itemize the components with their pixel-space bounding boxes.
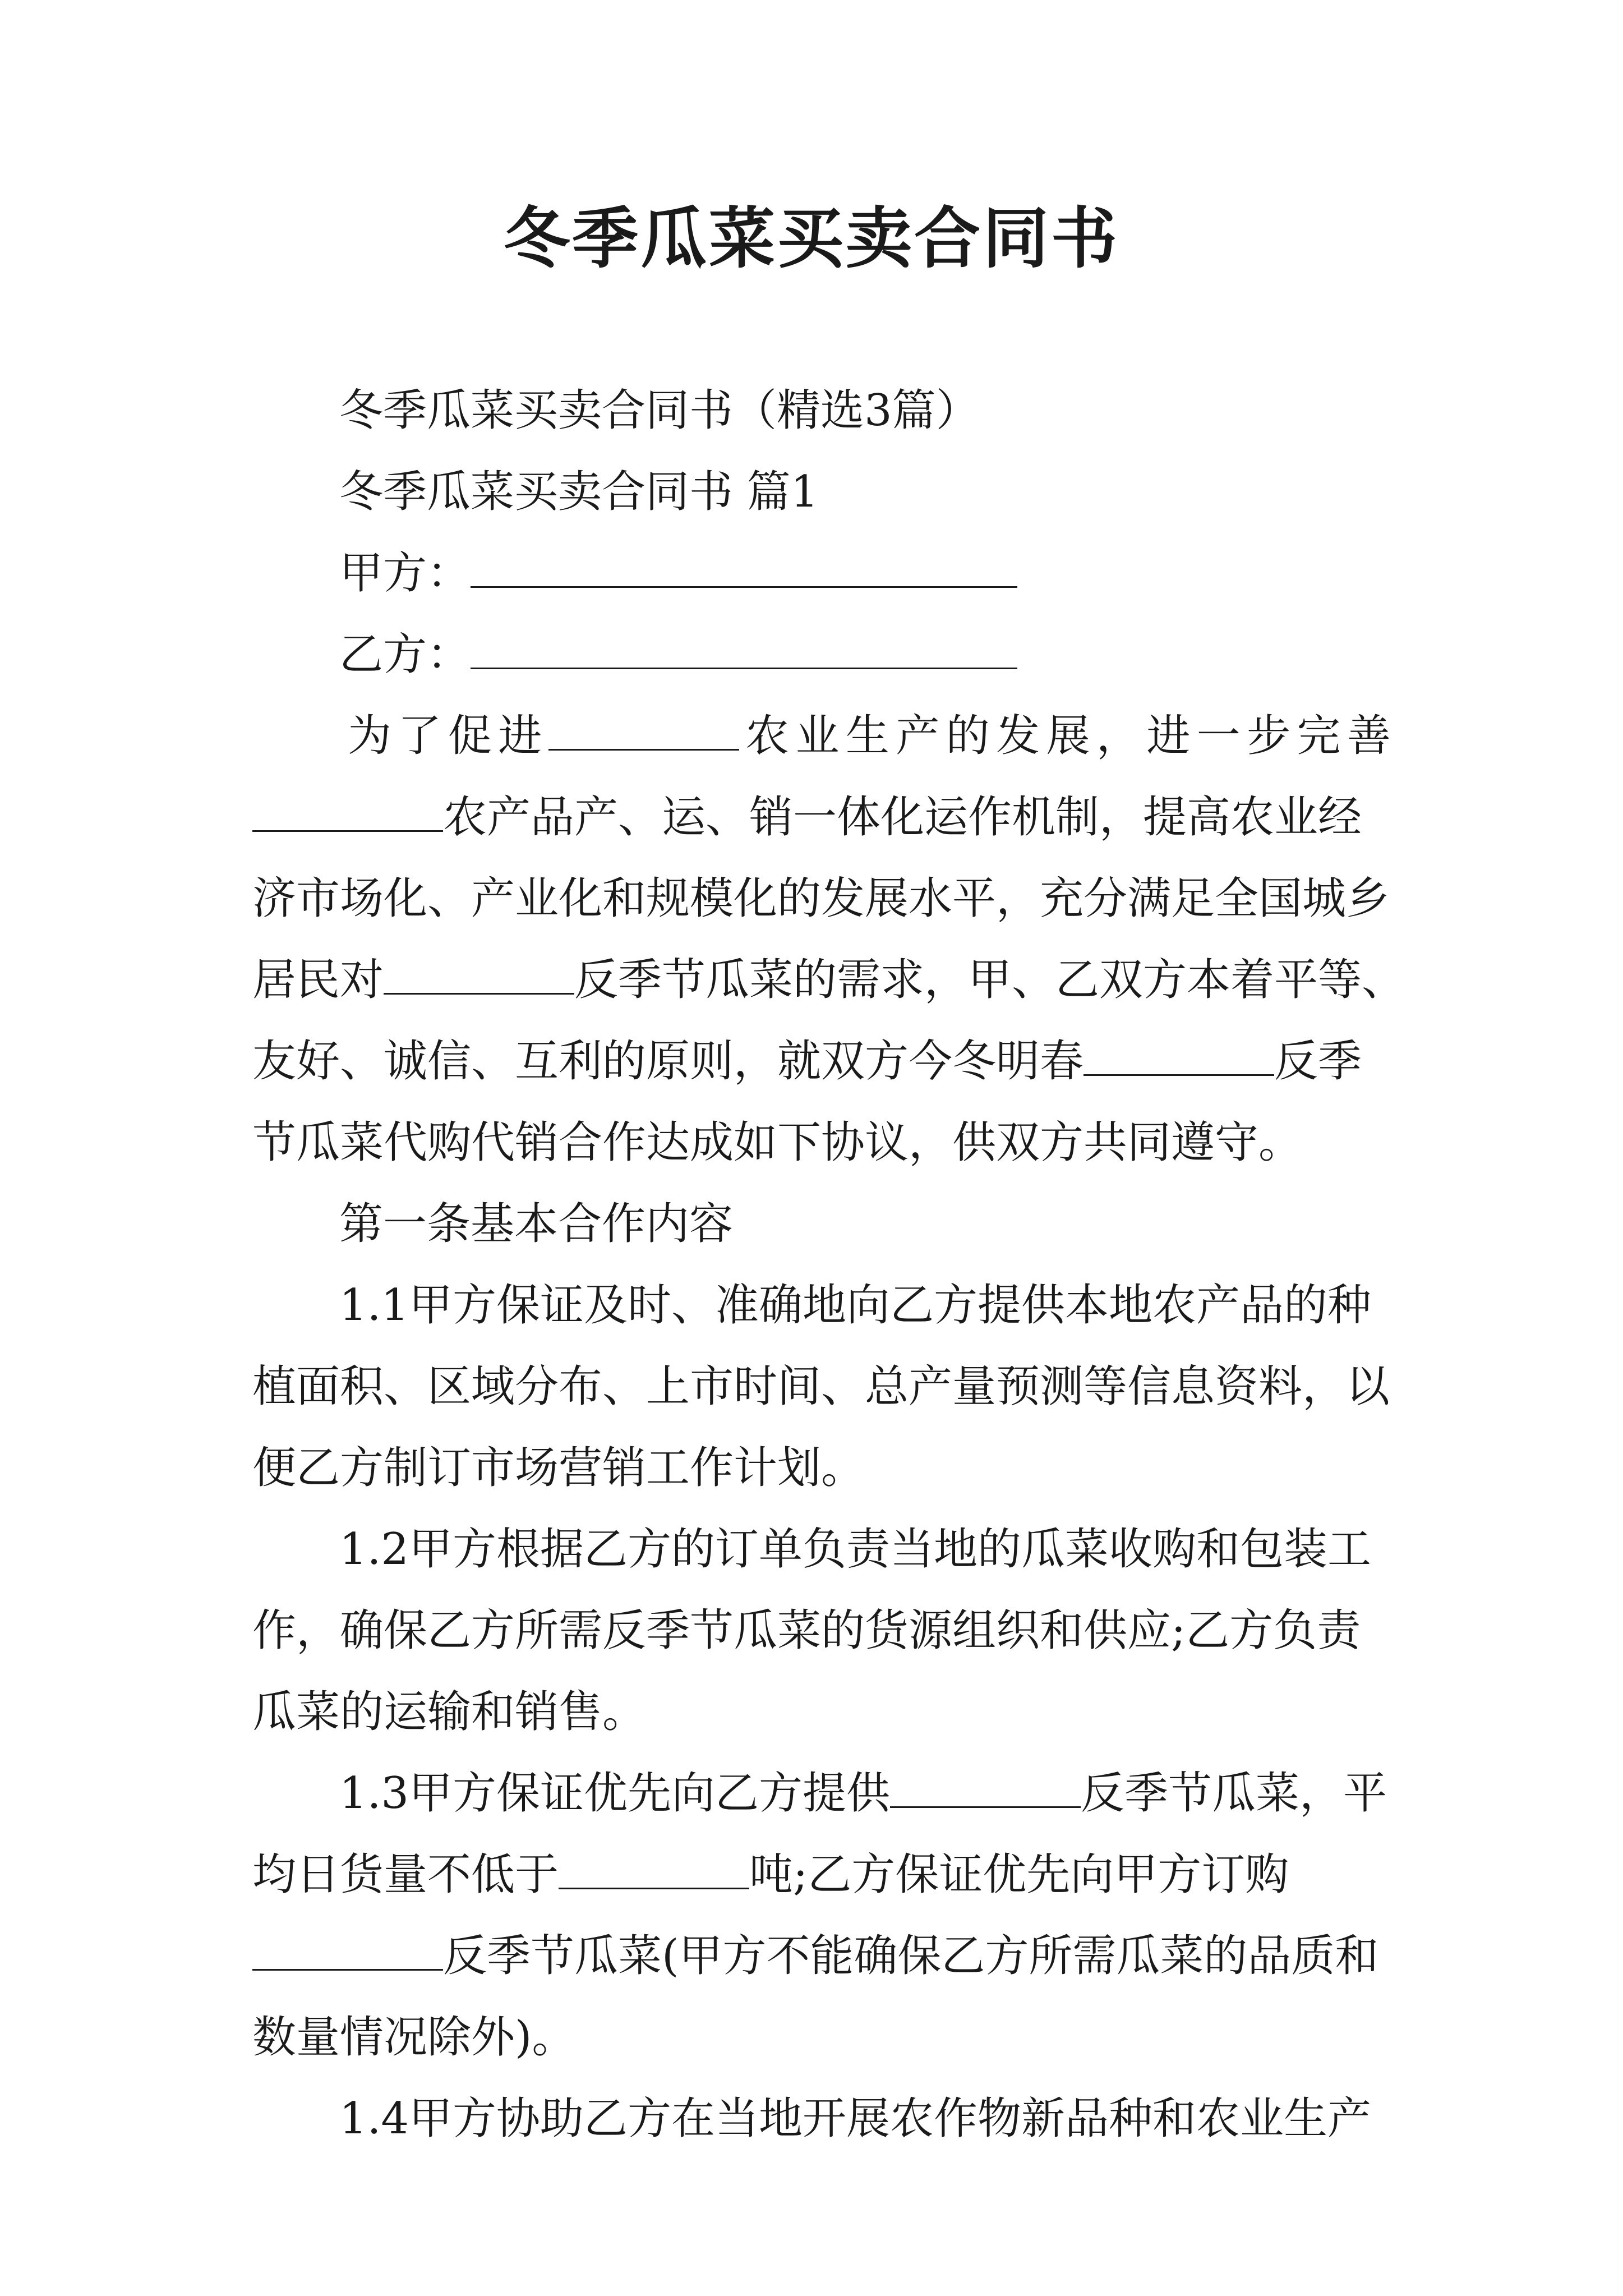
intro-line-5: 友好、诚信、互利的原则，就双方今冬明春 反季: [252, 1036, 1362, 1087]
document-body: [252, 370, 1406, 2160]
party-a-line: [252, 533, 1391, 614]
intro-line-2: 农产品产、运、销一体化运作机制，提高农业经: [252, 777, 1391, 858]
party-a-label: 甲方：: [339, 548, 471, 599]
clause-1-4: 1.4甲方协助乙方在当地开展农作物新品种和农业生产: [339, 2093, 1372, 2144]
section-heading: 冬季瓜菜买卖合同书 篇1: [339, 467, 819, 517]
blank: [890, 1767, 1081, 1808]
clause-1-1: 1.1甲方保证及时、准确地向乙方提供本地农产品的种 植面积、区域分布、上市时间、总产量预测等信息资料，以 便乙方制订市场营销工作计划。: [252, 1280, 1390, 1493]
blank: [1083, 1035, 1274, 1076]
party-b-label: 乙方：: [339, 629, 471, 680]
blank: [384, 954, 574, 995]
blank: [252, 1930, 443, 1971]
intro-paragraph: [252, 696, 1406, 1184]
party-a-blank: [471, 547, 1017, 588]
party-b-line: [252, 614, 1391, 696]
document-title: 冬季瓜菜买卖合同书: [503, 199, 1119, 277]
intro-line-4: 居民对 反季节瓜菜的需求，甲、乙双方本着平等、: [252, 955, 1406, 1005]
blank: [548, 710, 739, 751]
intro-line-1: 为了促进 农业生产的发展，进一步完善: [348, 711, 1391, 761]
blank: [252, 791, 443, 832]
article-1-heading: 第一条基本合作内容: [339, 1199, 734, 1249]
intro-line-3: 济市场化、产业化和规模化的发展水平，充分满足全国城乡: [252, 873, 1390, 924]
clause-1-2: 1.2甲方根据乙方的订单负责当地的瓜菜收购和包装工 作，确保乙方所需反季节瓜菜的货源组织和供应;乙方负责 瓜菜的运输和销售。: [252, 1524, 1372, 1737]
clause-1-3: 1.3甲方保证优先向乙方提供 反季节瓜菜，平 均日货量不低于 吨;乙方保证优先向甲方订购 反季节瓜菜(甲方不能确保乙方所需瓜菜的品质和 数量情况除外)。: [252, 1768, 1387, 2063]
party-b-blank: [471, 628, 1017, 669]
subtitle: 冬季瓜菜买卖合同书（精选3篇）: [339, 385, 980, 436]
intro-line-6: 节瓜菜代购代销合作达成如下协议，供双方共同遵守。: [252, 1117, 1303, 1168]
blank: [559, 1848, 749, 1889]
